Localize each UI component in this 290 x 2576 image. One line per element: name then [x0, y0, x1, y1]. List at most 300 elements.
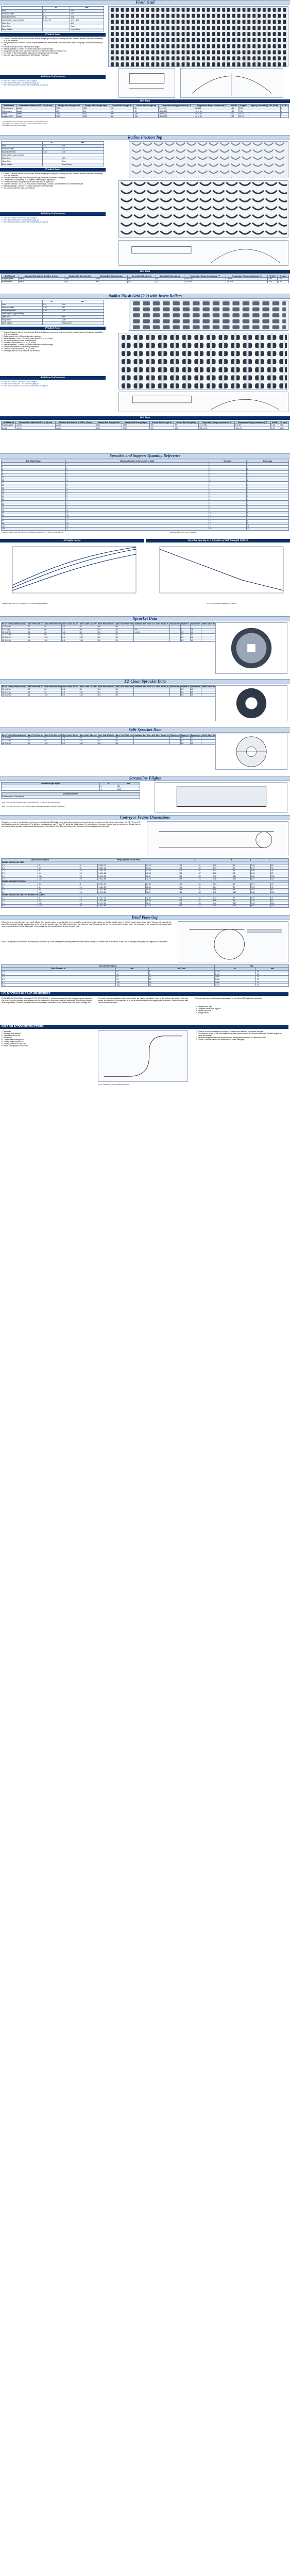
spec-in: 1.0 — [43, 10, 70, 13]
table-cell: 15 — [209, 519, 247, 522]
split-sprocket-table: No. of Teeth (Chordal Action) Nom. Pitch Dia. in. Nom. Pitch Dia. mm Nom. Outer Dia. in. Nom. Outer Dia. mm Nom. Hub Width in. Nom. Hub Width mm Available Bore Sizes U.S. Sizes Round in. Round mm Square in. Square mm Metric Sizes Round mm Square mm 10 (4.89%) 3.2 81 3.3 84 1.5 38 1.5 40 12 (3.41%) 3.9 99 4.0 102 1.5 38 1.5 40 16 (1.92%) 5.1 130 5.2 132 1.5 38 1.5 40 — [2, 734, 233, 744]
section-sprocket-quantity — [0, 453, 290, 533]
spec-table: in. mm Pitch 1.0 25.4 Minimum Width 7.88 200 Width Increments 0.66 16.8 Opening Size (approximate) Open Area 40% Hinge Style Open Drive Method Hinge-driven — [1, 300, 104, 325]
additional-info-list — [2, 381, 105, 387]
table-row: Polypropylene Acetal 1000 1490 150 68 34 to 150 1 to 66 1.59 7.76 — [2, 278, 289, 280]
table-row: Acetal Acetal 1500 2230 300 136 -50 to 200 -46 to 93 2.20 10.74 • • — [2, 112, 289, 115]
table-cell: 130 — [232, 902, 250, 905]
friction-top-drawing — [118, 240, 288, 266]
table-cell: 99 — [44, 691, 62, 693]
table-cell: 41-43 — [146, 888, 178, 891]
spec-in — [43, 28, 70, 31]
hold-down-list: ■ Gapless flush edge ■ Complete inside edge support ■ Minimal belt wear ■ Straight return — [196, 1006, 286, 1014]
section-title: Sprocket Data — [0, 616, 290, 621]
belt-data-table: Belt Material Standard Rod Material Ø 0.18 in. (5 mm) Straight Belt Strength lb/ft Straight Belt Strength kg/m Curved Belt Strength lb Curved Belt Strength kg Temperature Range (continuous) °F Temperature Range (continuous) °C W lb/ft² W kg/m² Polypropylene Acetal 1000 1490 150 68 34 to 150 1 to 66 1.59 7.76 Polyethylene Acetal 600 890 100 45 -50 to 150 -46 to 66 1.69 8.25 — [1, 275, 289, 283]
table-cell: 5 — [65, 487, 209, 489]
note-item: ■ Smooth, flush grid surface with fully flush edges. — [2, 46, 105, 48]
table-cell: 44 — [198, 883, 212, 886]
table-cell: 3.9 — [2, 899, 38, 902]
table-cell: 13 — [65, 514, 209, 517]
table-cell: 57 — [198, 899, 212, 902]
table-cell: 3.09 — [250, 886, 270, 888]
table-cell: 1.5 — [180, 691, 190, 693]
table-cell: 103 — [270, 891, 288, 894]
table-cell: 3.24 — [212, 896, 232, 899]
table-cell: 8 — [79, 867, 97, 869]
table-cell: 2.21-2.26 — [98, 902, 146, 905]
table-cell: 16 (1.92%) — [2, 636, 27, 639]
section-title: Streamline Flights — [0, 776, 290, 781]
table-cell: 2.0 — [2, 970, 116, 973]
table-cell: 84 — [2, 519, 66, 522]
table-cell: 51 — [116, 970, 148, 973]
table-cell: 1.0 — [256, 984, 289, 986]
table-cell: 4 — [247, 503, 289, 506]
table-cell: 13 — [209, 517, 247, 519]
table-cell: 1.0 — [97, 634, 115, 636]
table-cell — [169, 639, 180, 641]
section-title: Split Sprocket Data — [0, 727, 290, 733]
table-cell: 2.0 — [62, 625, 79, 628]
table-cell: 5 — [209, 493, 247, 495]
table-cell: 12 — [79, 872, 97, 875]
table-cell: 6 — [209, 498, 247, 500]
table-cell: 2.24 — [178, 899, 198, 902]
table-cell: 4.0 — [62, 739, 79, 742]
table-cell: 72-73 — [146, 905, 178, 907]
table-cell: 2.24 — [178, 872, 198, 875]
table-cell: 2 — [247, 473, 289, 476]
table-cell: 4.67 — [250, 877, 270, 880]
table-cell: 16 — [148, 981, 214, 984]
section-flush-grid — [0, 0, 290, 127]
strength-factor-note: Speed/Length ratio (V/L), Belt Speed (V) / Shaft Centre Distance (L) — [2, 602, 49, 604]
table-cell: 4.0 — [62, 634, 79, 636]
table-cell: 1.0 — [97, 625, 115, 628]
table-cell: 103 — [270, 902, 288, 905]
info-link[interactable]: ■ See "SPECIAL APPLICATION BELT MATERIALS" page 17 — [2, 84, 105, 86]
additional-info-heading: Additional Information — [0, 376, 106, 380]
table-cell: 5 — [247, 506, 289, 509]
table-cell: 2 — [247, 468, 289, 470]
table-cell: 130 — [44, 693, 62, 696]
table-cell: 12 — [2, 479, 66, 481]
table-cell: 6.4 — [2, 905, 38, 907]
spec-label: Hinge Style — [2, 25, 43, 28]
dead-plate-paragraph: Where there is a transfer point from a belt without flight transfer plates to a dead plate, there should be a gap between the surface so that the leading edge of the belt passes by the dead plate. This gap will vary with the size of the sprocket and the leading edge of the belt at the transfer point. The table below shows the minimum "gap" dimensions. As the belt moves with the dead plate, the clearance of the module from the dead plate must be controlled so that the "high point" of the module (at the chordal action) is near the dead plate. — [2, 921, 172, 928]
table-cell: 10 — [209, 511, 247, 514]
table-cell: 1.5 — [97, 742, 115, 744]
table-cell: 3 — [209, 479, 247, 481]
table-cell — [134, 742, 170, 744]
table-cell: 6.5 — [62, 639, 79, 641]
section-radius-friction-top — [0, 135, 290, 283]
table-cell: 130 — [232, 875, 250, 877]
table-cell: 6 (13.40%) — [2, 625, 27, 628]
table-cell: 51 — [198, 886, 212, 888]
table-cell: 51 — [198, 896, 212, 899]
section-dead-plate-gap — [0, 915, 290, 986]
section-ez-clean — [0, 679, 290, 696]
table-cell: 12 — [148, 978, 214, 981]
spec-table — [1, 6, 104, 31]
frame-dimension-table: Sprocket Description Range (Bottom to Top Flex) A B C SERIES 2200 FLUSH GRID 2.0 51 6 0.56-0.73 14-19 1.62 41 2.00 51 2.45 62 2.6 66 8 0.93-1.04 24-26 1.75 44 2.64 67 2.77 70 3.2 81 10 1.26-1.35 32-34 2.01 51 3.24 82 3.09 78 3.9 99 12 1.61-1.68 41-43 2.24 57 3.86 98 3.42 87 5.1 130 16 2.21-2.26 56-57 2.54 65 5.12 130 4.05 103 6.4 163 20 2.84-2.88 72-73 2.93 74 6.36 162 4.67 119 SERIES 2200 FRICTION TOP 2.6 66 8 0.93-1.04 24-26 1.75 44 2.64 67 2.77 70 3.2 81 10 1.26-1.35 32-34 2.01 51 3.24 82 3.09 78 3.9 99 12 1.61-1.68 41-43 2.24 57 3.86 98 3.42 87 5.1 130 16 2.21-2.26 56-57 2.54 65 5.12 130 4.05 103 SERIES 2200 FLUSH GRID WITH INSERT ROLLERS 3.2 81 10 1.26-1.35 32-34 2.01 51 3.24 82 3.09 78 3.9 99 12 1.61-1.68 41-43 2.24 57 3.86 98 3.42 87 5.1 130 16 2.21-2.26 56-57 2.54 65 5.12 130 4.05 103 6.4 163 20 2.84-2.88 72-73 2.93 74 6.36 162 4.67 119 — [1, 858, 289, 908]
table-cell: 51 — [198, 870, 212, 872]
table-cell: 20 — [148, 984, 214, 986]
belt-dimension-drawing — [118, 68, 175, 98]
table-cell: 2 — [247, 479, 289, 481]
table-cell: 2.54 — [178, 891, 198, 894]
section-title: Radius Friction Top — [0, 135, 290, 140]
table-cell: 132 — [79, 693, 97, 696]
table-cell: 1.0 — [97, 636, 115, 639]
table-cell: 65 — [198, 902, 212, 905]
table-cell: 17 — [209, 522, 247, 524]
table-cell: 82 — [232, 870, 250, 872]
section-insert-rollers — [0, 294, 290, 429]
table-cell: 67 — [232, 883, 250, 886]
table-cell: 18 — [2, 489, 66, 492]
info-link[interactable]: ■ See "BELT SELECTION PROCESS" page 9 — [2, 381, 105, 383]
flight-note-2: Note: Flight end cuts (up to 70%) can be ordered to allow flighted belt to operate on a radius. — [2, 805, 65, 807]
table-cell: 25 — [190, 628, 201, 631]
table-cell: 12 (3.41%) — [2, 691, 27, 693]
table-cell: 4 — [209, 489, 247, 492]
table-cell: 3 — [247, 487, 289, 489]
table-cell: 3.09 — [250, 870, 270, 872]
unit-mm: mm — [70, 7, 104, 10]
table-cell: 3.24 — [212, 870, 232, 872]
radius-drawing — [180, 68, 283, 98]
insert-roller-belt-image — [129, 300, 288, 331]
sprocket-spacing-chart — [149, 544, 287, 601]
table-cell: 6.36 — [212, 877, 232, 880]
table-cell: 11 — [65, 511, 209, 514]
info-link[interactable]: ■ See "SPECIAL APPLICATION BELT MATERIALS" page 17 — [2, 385, 105, 387]
table-cell: 2.5 — [256, 973, 289, 975]
table-cell: 99 — [38, 872, 79, 875]
info-link[interactable]: ■ See "BELT SELECTION PROCESS" page 9 — [2, 80, 105, 82]
table-cell: 1.26-1.35 — [98, 870, 146, 872]
table-cell: 7 — [2, 471, 66, 473]
table-cell: 5 — [65, 495, 209, 498]
table-row — [2, 742, 234, 744]
table-row — [2, 639, 234, 641]
table-cell: 2 — [247, 471, 289, 473]
table-cell: 56-57 — [146, 891, 178, 894]
table-cell: 20 — [2, 493, 66, 495]
spec-label: Open Area — [2, 22, 43, 25]
table-cell: 2.7 — [62, 628, 79, 631]
spec-in: 0.5 x 0.75 — [43, 19, 70, 22]
table-cell: 163 — [38, 877, 79, 880]
table-cell: 41 — [198, 864, 212, 867]
table-cell: 12 — [79, 899, 97, 902]
table-cell: 0.080 — [214, 976, 256, 978]
table-cell: 38 — [115, 739, 133, 742]
table-cell: 3.2 — [2, 896, 38, 899]
table-cell: 8 (7.61%) — [2, 628, 27, 631]
table-cell: 10 — [79, 896, 97, 899]
table-cell: 5 — [65, 489, 209, 492]
table-cell: 11 — [209, 514, 247, 517]
table-cell: 3.2 — [27, 631, 44, 633]
table-cell: 10 — [148, 976, 214, 978]
table-cell: 2.21-2.26 — [98, 891, 146, 894]
info-link[interactable]: ■ See "STANDARD BELT MATERIALS" page 16 — [2, 219, 105, 221]
table-cell: 2.00 — [212, 864, 232, 867]
table-cell: 40 — [190, 631, 201, 633]
table-cell: 99 — [44, 634, 62, 636]
section-sprocket-data — [0, 616, 290, 641]
table-cell: 2.01 — [178, 870, 198, 872]
table-cell: 102 — [79, 634, 97, 636]
table-cell: 11 — [65, 509, 209, 511]
table-cell: 1.7 — [256, 978, 289, 981]
table-cell: 16 — [79, 875, 97, 877]
table-row — [2, 693, 234, 696]
table-row — [2, 984, 289, 986]
table-cell: 2.93 — [178, 905, 198, 907]
table-cell: 40 — [190, 691, 201, 693]
table-cell: 1.5 — [180, 742, 190, 744]
table-cell: 3.42 — [250, 899, 270, 902]
table-cell: 0.56-0.73 — [98, 864, 146, 867]
table-row: Polypropylene Acetal 1000 1490 150 68 34 to 220 1 to 104 1.41 6.88 • • — [2, 107, 289, 110]
belt-selection-rules: ■ There is no minimum straight run required between turns that turn in the same direction. ■ The minimum length for the first straight run leading into the drive is 1.5 times the belt width. Smaller lengths can cause belt bowing. ■ Minimum straight run between turns turning in the opposite direction is 1.5 times belt width. ■ Contact Customer Service for information on radius carryways. — [196, 1030, 286, 1041]
table-cell: 25 — [115, 691, 133, 693]
table-cell: 5.12 — [212, 891, 232, 894]
note-item: ■ Contact Customer Service for lead times. Before designing a conveyor or ordering this belt, contact Customer Service for availability of all belt materials. — [2, 38, 105, 42]
table-cell: 130 — [44, 742, 62, 744]
table-cell: 25 — [115, 636, 133, 639]
table-cell: 3.2 — [2, 886, 38, 888]
table-cell: 3.2 — [2, 976, 116, 978]
spec-label: Pitch — [2, 10, 43, 13]
flight-height-table: Available Flight Height in. mm 2 51 4 102 — [1, 782, 140, 791]
info-link[interactable]: ■ See "STANDARD BELT MATERIALS" page 16 — [2, 82, 105, 84]
info-link[interactable]: ■ See "BELT SELECTION PROCESS" page 9 — [2, 217, 105, 219]
table-cell: 3 — [65, 482, 209, 484]
table-cell: 16 — [2, 487, 66, 489]
table-cell: 51 — [44, 625, 62, 628]
table-cell: 6.4 — [2, 877, 38, 880]
table-row — [2, 528, 289, 530]
table-cell: 163 — [44, 639, 62, 641]
table-cell: 130 — [38, 875, 79, 877]
table-cell: 0.134 — [214, 970, 256, 973]
additional-info-list — [2, 80, 105, 86]
table-cell: 102 — [79, 739, 97, 742]
table-cell: 30 — [2, 498, 66, 500]
table-cell: 4 — [2, 465, 66, 468]
table-cell: 4.05 — [250, 875, 270, 877]
table-cell: 24-26 — [146, 867, 178, 869]
table-cell: 6 — [247, 514, 289, 517]
table-cell: 24-26 — [146, 883, 178, 886]
table-cell: 3.9 — [2, 978, 116, 981]
belt-data-heading: Belt Data — [0, 270, 290, 274]
belt-data-heading: Belt Data — [0, 99, 290, 103]
table-cell: 66 — [38, 883, 79, 886]
table-cell: 4.67 — [250, 905, 270, 907]
table-cell: 99 — [38, 899, 79, 902]
table-cell: 25 — [115, 631, 133, 633]
table-cell: 5.12 — [212, 902, 232, 905]
table-cell: 54 — [2, 511, 66, 514]
table-cell: 1.26-1.35 — [98, 886, 146, 888]
table-cell — [134, 639, 170, 641]
table-cell: 130 — [116, 981, 148, 984]
table-cell: 9 — [247, 522, 289, 524]
table-cell: 10 — [79, 870, 97, 872]
table-cell: 3.2 — [27, 737, 44, 739]
table-cell: 130 — [232, 891, 250, 894]
table-cell: 15 — [65, 517, 209, 519]
spec-mm: 152 — [70, 13, 104, 16]
table-cell: 1.5 — [180, 693, 190, 696]
table-cell: 10 — [2, 476, 66, 479]
table-cell: 165 — [79, 639, 97, 641]
table-cell: 3.42 — [250, 872, 270, 875]
table-cell: 5.12 — [212, 875, 232, 877]
table-cell: 1.5 — [180, 639, 190, 641]
table-cell: 2.54 — [178, 875, 198, 877]
table-cell: 1.75 — [178, 867, 198, 869]
table-cell: 40 — [190, 639, 201, 641]
table-cell: 3 — [247, 493, 289, 495]
table-cell: 40 — [190, 739, 201, 742]
table-cell: 2 — [209, 465, 247, 468]
table-cell: 4 — [247, 500, 289, 503]
table-cell: 99 — [44, 739, 62, 742]
table-cell: 40 — [190, 636, 201, 639]
quantity-footnote-2: Maximum 12 in. (305 mm) CL Spacing — [170, 531, 197, 533]
table-cell: 56-57 — [146, 902, 178, 905]
table-cell: 2.77 — [250, 867, 270, 869]
table-cell: 99 — [38, 888, 79, 891]
table-cell — [169, 742, 180, 744]
flush-grid-belt-image — [108, 6, 288, 67]
table-cell: 10 (4.89%) — [2, 631, 27, 633]
unit-in: in. — [43, 7, 70, 10]
table-cell: 5 — [65, 493, 209, 495]
table-cell: 12 (3.41%) — [2, 634, 27, 636]
dead-plate-drawing — [178, 921, 288, 962]
table-cell: 119 — [270, 905, 288, 907]
table-cell: 5.2 — [62, 636, 79, 639]
table-cell: 20 (1.23%) — [2, 639, 27, 641]
info-link[interactable]: ■ See "SPECIAL APPLICATION BELT MATERIALS" page 17 — [2, 221, 105, 223]
table-cell: 3 — [209, 471, 247, 473]
table-row — [2, 905, 289, 907]
table-cell: 2.6 — [2, 883, 38, 886]
flight-note: Note: Flights can be cut down to any height beyond 0.5 in. (13 mm) and may be fused. — [2, 801, 61, 803]
table-cell: 3.4 — [256, 970, 289, 973]
table-cell: 40 — [190, 693, 201, 696]
table-cell: 1.5 — [97, 737, 115, 739]
table-cell: 78 — [270, 896, 288, 899]
section-title: Flush Grid — [0, 0, 290, 5]
table-cell: 25 — [115, 625, 133, 628]
product-notes-heading: Product Notes — [0, 33, 106, 37]
table-cell: 3.3 — [62, 631, 79, 633]
table-cell: 1.5 — [180, 737, 190, 739]
spec-mm: 12.7 x 19.1 — [70, 19, 104, 22]
table-row: Polyethylene Acetal 600 890 100 45 -50 to 150 -46 to 66 1.49 7.28 • • — [2, 110, 289, 112]
table-cell: 2 — [65, 473, 209, 476]
table-cell: 1.5 — [180, 636, 190, 639]
table-cell: 5.2 — [62, 742, 79, 744]
table-cell: 3.9 — [27, 739, 44, 742]
table-cell: 132 — [79, 636, 97, 639]
table-cell: 3.3 — [62, 737, 79, 739]
table-cell: 6.4 — [27, 639, 44, 641]
table-cell: 11 — [247, 525, 289, 528]
frame-paragraph: Regardless of type or configuration of conveyor using Series 2200 belts, some basic dimensional requirements should be observed. Specifically, dimensions "A", "B", "C" and "E" listed below should be implemented. For all other configurations, use "F" and "D" within the limits shown. For belts where a minimum transfer gap is required, an S-track may be used along with a sprocket position controlled carryway. Note: Allow 1.0 in. (25 mm) minimum for the return belt to hang below the idle shaft. — [2, 821, 141, 828]
table-cell: 5 — [247, 509, 289, 511]
table-cell: 3 — [65, 479, 209, 481]
table-cell: 1.61-1.68 — [98, 872, 146, 875]
table-cell: 8 — [148, 973, 214, 975]
table-cell: 2.64 — [212, 883, 232, 886]
table-cell: 3.9 — [27, 634, 44, 636]
table-cell: 81 — [44, 737, 62, 739]
table-cell: 102 — [79, 691, 97, 693]
table-cell: 81 — [116, 976, 148, 978]
table-cell: 3.86 — [212, 888, 232, 891]
table-cell: 6 — [247, 511, 289, 514]
table-cell: 17 — [65, 519, 209, 522]
table-cell: 20 — [79, 877, 97, 880]
strength-factor-heading: Strength Factor — [0, 539, 144, 543]
table-cell: 4 — [209, 484, 247, 487]
note-item: ■ Always check with Customer Service for precise belt width measurement and stock status before designing a conveyor or ordering a belt. — [2, 42, 105, 46]
table-cell: 2.84-2.88 — [98, 905, 146, 907]
table-cell: 23 — [65, 525, 209, 528]
table-cell: 6.36 — [212, 905, 232, 907]
spacing-x-label: % OF ALLOWABLE STRENGTH (% BSPS) — [206, 602, 237, 604]
table-cell: 98 — [232, 899, 250, 902]
table-cell: 3 — [247, 489, 289, 492]
table-cell: 16 (1.92%) — [2, 742, 27, 744]
table-cell: 20 — [79, 905, 97, 907]
table-cell: 69 — [79, 628, 97, 631]
split-sprocket-image — [215, 734, 287, 770]
table-cell: 3/4-1 — [134, 628, 170, 631]
table-cell: 5.1 — [27, 742, 44, 744]
table-cell: 6 — [148, 970, 214, 973]
table-row: SERIES 2200 FLUSH GRID — [2, 861, 289, 864]
table-cell: 81 — [38, 896, 79, 899]
table-cell: 40 — [223, 631, 233, 633]
table-cell: 0.93-1.04 — [98, 867, 146, 869]
table-cell: 5.2 — [62, 693, 79, 696]
table-cell: 74 — [198, 877, 212, 880]
info-link[interactable]: ■ See "STANDARD BELT MATERIALS" page 16 — [2, 383, 105, 385]
table-cell: 8 — [2, 473, 66, 476]
table-cell: 1.62 — [178, 864, 198, 867]
table-cell: 103 — [270, 875, 288, 877]
table-cell: 16 (1.92%) — [2, 693, 27, 696]
table-cell: 1.0 — [97, 639, 115, 641]
table-cell: 2 — [65, 468, 209, 470]
belt-data-heading: Belt Data — [0, 416, 290, 420]
table-cell: 2.77 — [250, 883, 270, 886]
table-cell: 81 — [44, 631, 62, 633]
table-cell: 84 — [79, 631, 97, 633]
spec-in: 6 — [43, 13, 70, 16]
